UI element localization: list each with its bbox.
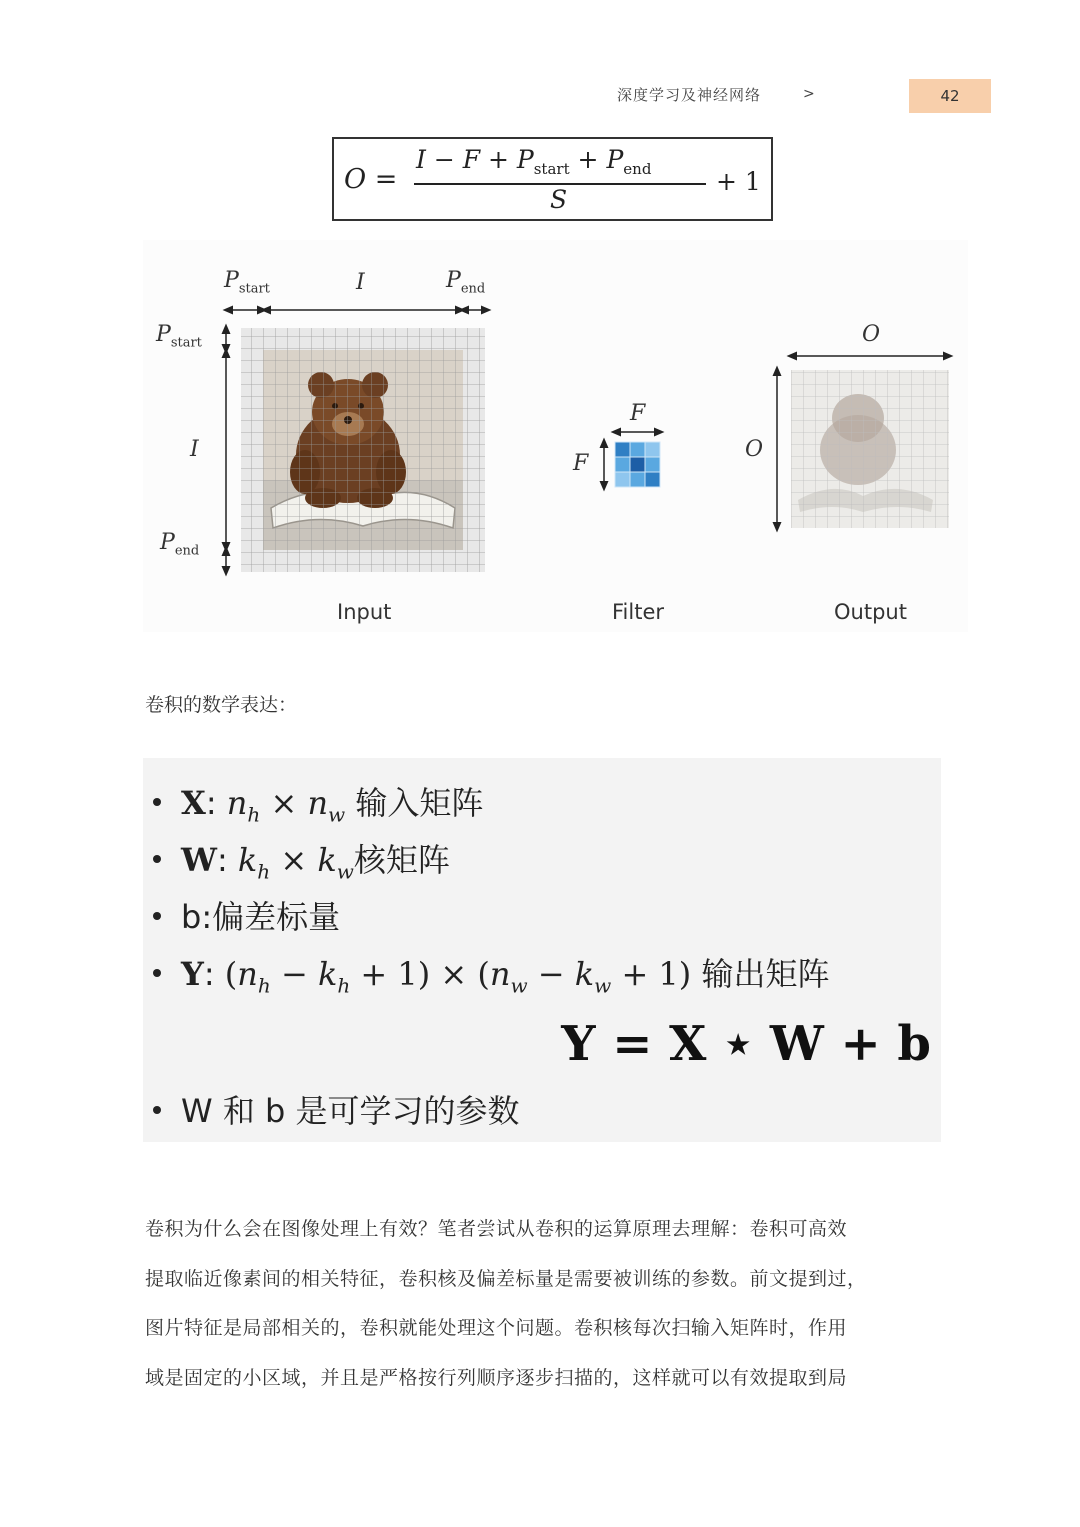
bullet-learnable-params: W 和 b 是可学习的参数: [153, 1086, 519, 1132]
p-start-left-label: $P_{start}$: [156, 322, 202, 351]
filter-left-label: F: [573, 451, 589, 476]
page-number-badge: 42: [909, 79, 991, 113]
paragraph-line: 域是固定的小区域，并且是严格按行列顺序逐步扫描的，这样就可以有效提取到局: [145, 1366, 848, 1389]
filter-top-label: F: [630, 401, 646, 426]
p-end-left-label: $P_{end}$: [160, 530, 200, 559]
output-caption: Output: [834, 600, 907, 624]
paragraph-line: 图片特征是局部相关的，卷积就能处理这个问题。卷积核每次扫输入矩阵时，作用: [145, 1317, 848, 1340]
i-top-label: I: [356, 270, 365, 295]
convolution-diagram: [143, 240, 968, 632]
input-matrix: [241, 328, 485, 572]
body-paragraph: [145, 1205, 940, 1403]
formula-numerator: $I - F + P_{start} + P_{end}$: [416, 145, 652, 178]
formula-denominator: S: [550, 185, 568, 214]
convolution-definition-slide: [143, 758, 941, 1142]
convolution-equation: Y = X ⋆ W + b: [561, 1016, 931, 1072]
output-matrix: [791, 370, 949, 528]
paragraph-line: 提取临近像素间的相关特征，卷积核及偏差标量是需要被训练的参数。前文提到过，: [145, 1267, 867, 1290]
filter-caption: Filter: [612, 600, 665, 624]
output-size-formula: [332, 137, 773, 221]
output-top-label: O: [862, 322, 881, 347]
output-left-label: O: [745, 437, 764, 462]
bullet-y-output: Y: $(n_h - k_h + 1) \times (n_w - k_w + 1)$ 输出矩阵: [153, 949, 829, 997]
i-left-label: I: [190, 437, 199, 462]
book-title: 深度学习及神经网络: [617, 86, 762, 104]
paragraph-line: 卷积为什么会在图像处理上有效？笔者尝试从卷积的运算原理去理解：卷积可高效: [145, 1218, 848, 1240]
formula-lhs: O =: [344, 164, 398, 195]
input-caption: Input: [337, 600, 392, 624]
p-start-top-label: $P_{start}$: [224, 268, 270, 297]
bullet-w-kernel: W: $k_h \times k_w$核矩阵: [153, 835, 450, 883]
breadcrumb-separator: >: [803, 86, 815, 102]
p-end-top-label: $P_{end}$: [446, 268, 486, 297]
filter-matrix: [615, 442, 660, 487]
formula-tail: + 1: [716, 167, 761, 196]
convolution-math-intro: 卷积的数学表达：: [145, 694, 298, 716]
bullet-b-bias: b:偏差标量: [153, 892, 340, 938]
bullet-x-input: X: $n_h \times n_w$ 输入矩阵: [153, 778, 483, 826]
